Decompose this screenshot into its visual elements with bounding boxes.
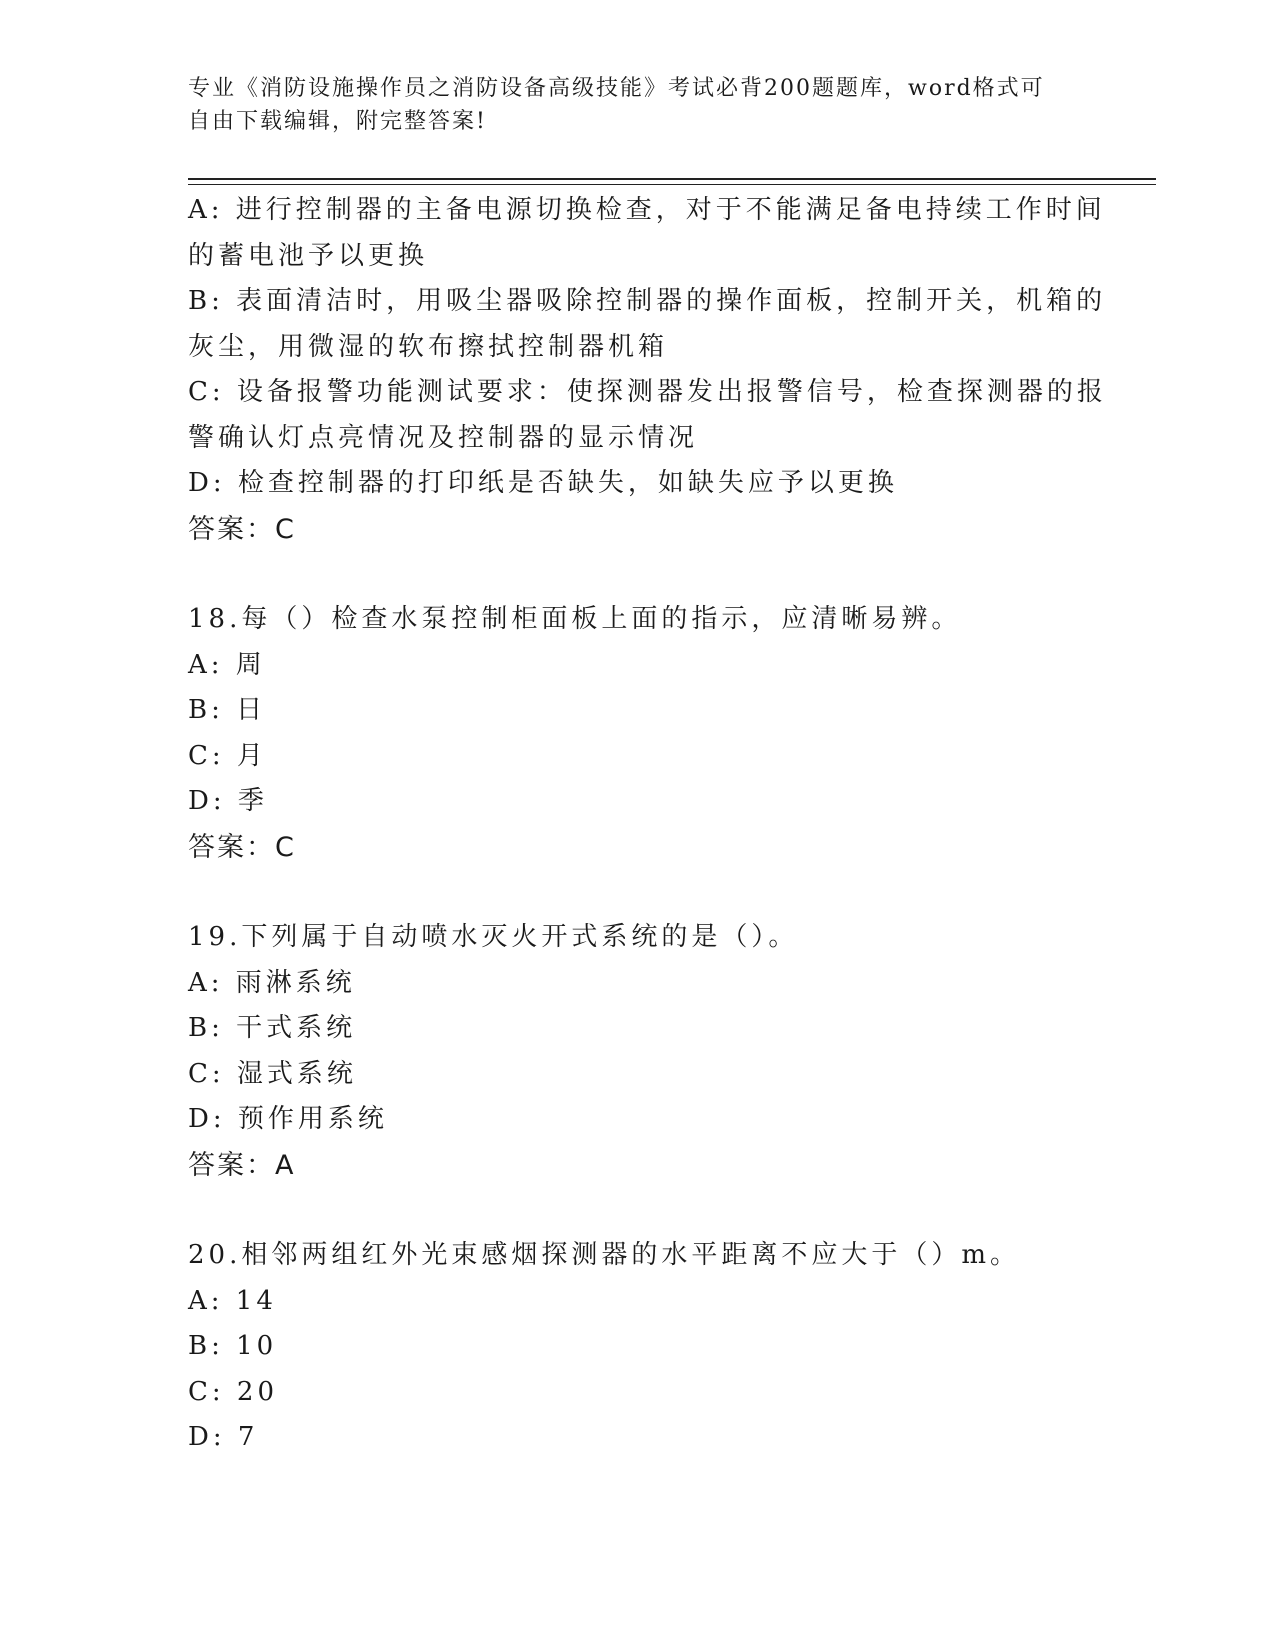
option-a: A: 进行控制器的主备电源切换检查，对于不能满足备电持续工作时间 — [188, 195, 1106, 225]
option-c: C: 月 — [188, 740, 267, 771]
question-20-block — [188, 1233, 1088, 1461]
question-17-block — [188, 188, 1107, 552]
answer-label: 答案：C — [188, 831, 296, 863]
question-18-block — [188, 597, 1088, 870]
option-a-continued: 的蓄电池予以更换 — [188, 240, 429, 271]
answer-label: 答案：A — [188, 1149, 296, 1181]
option-c: C: 湿式系统 — [188, 1058, 357, 1089]
option-a: A: 14 — [188, 1285, 277, 1316]
question-text: 18.每（）检查水泵控制柜面板上面的指示，应清晰易辨。 — [188, 604, 962, 634]
option-a: A: 周 — [188, 649, 266, 680]
option-c: C: 设备报警功能测试要求：使探测器发出报警信号，检查探测器的报 — [188, 377, 1107, 407]
answer-label: 答案：C — [188, 513, 296, 545]
question-19-block — [188, 915, 1088, 1188]
option-d: D: 预作用系统 — [188, 1104, 388, 1134]
question-text: 20.相邻两组红外光束感烟探测器的水平距离不应大于（）m。 — [188, 1240, 1021, 1270]
option-d: D: 检查控制器的打印纸是否缺失，如缺失应予以更换 — [188, 468, 898, 498]
option-d: D: 季 — [188, 786, 268, 816]
option-b-continued: 灰尘，用微湿的软布擦拭控制器机箱 — [188, 331, 669, 362]
header-divider-thick — [188, 178, 1156, 180]
option-b: B: 日 — [188, 695, 267, 725]
header-divider-thin — [188, 184, 1156, 185]
option-d: D: 7 — [188, 1422, 259, 1452]
option-a: A: 雨淋系统 — [188, 967, 356, 998]
document-body — [188, 188, 1107, 1461]
option-c: C: 20 — [188, 1376, 279, 1407]
header-line-2: 自由下载编辑，附完整答案! — [188, 109, 487, 134]
option-b: B: 干式系统 — [188, 1013, 357, 1043]
document-header — [188, 72, 1088, 138]
option-c-continued: 警确认灯点亮情况及控制器的显示情况 — [188, 422, 699, 453]
question-text: 19.下列属于自动喷水灭火开式系统的是（）。 — [188, 922, 799, 952]
option-b: B: 10 — [188, 1331, 278, 1361]
header-line-1: 专业《消防设施操作员之消防设备高级技能》考试必背200题题库，word格式可 — [188, 76, 1045, 101]
option-b: B: 表面清洁时，用吸尘器吸除控制器的操作面板，控制开关，机箱的 — [188, 286, 1107, 316]
